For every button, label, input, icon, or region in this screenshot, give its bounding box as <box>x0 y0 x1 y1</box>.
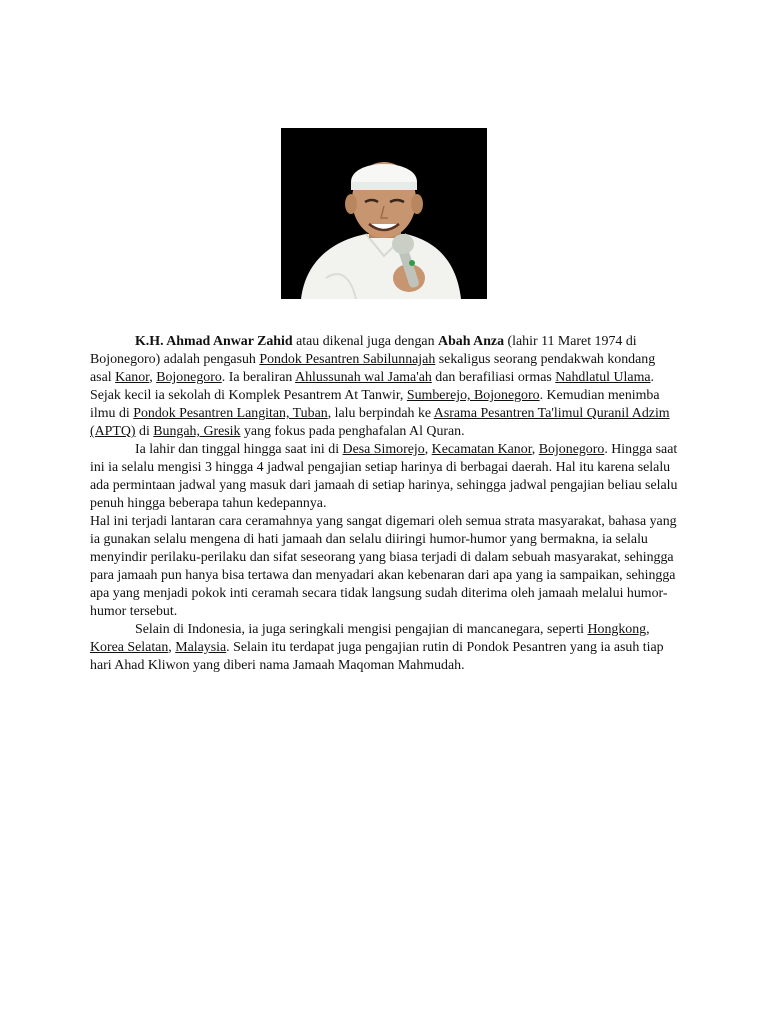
text-span: . Sejak kecil ia sekolah di Komplek Pesantrem At Tanwir, <box>90 370 655 403</box>
link-pondok-langitan[interactable]: Pondok Pesantren Langitan, Tuban <box>133 406 328 421</box>
text-span: Ia lahir dan tinggal hingga saat ini di <box>135 442 343 457</box>
text-span: atau dikenal juga dengan <box>292 334 439 349</box>
portrait-photo <box>281 128 487 299</box>
person-alias: Abah Anza <box>438 334 505 349</box>
link-malaysia[interactable]: Malaysia <box>175 640 227 655</box>
text-span: di <box>135 424 154 439</box>
paragraph-residence <box>90 441 678 513</box>
link-pondok-sabilunnajah[interactable]: Pondok Pesantren Sabilunnajah <box>259 352 436 367</box>
text-span: , <box>168 640 176 655</box>
text-span: . Ia beraliran <box>221 370 296 385</box>
link-korea-selatan[interactable]: Korea Selatan <box>90 640 169 655</box>
text-span: sekaligus seorang pendakwah kondang asal <box>90 352 656 385</box>
link-bojonegoro-2[interactable]: Bojonegoro <box>538 442 605 457</box>
link-sumberejo[interactable]: Sumberejo, Bojonegoro <box>406 388 540 403</box>
text-span: , lalu berpindah ke <box>327 406 434 421</box>
link-bojonegoro[interactable]: Bojonegoro <box>156 370 222 385</box>
text-span: , <box>424 442 432 457</box>
text-span: yang fokus pada penghafalan Al Quran. <box>240 424 465 439</box>
link-kanor[interactable]: Kanor <box>115 370 150 385</box>
paragraph-abroad <box>90 621 678 675</box>
text-span: . Selain itu terdapat juga pengajian rutin di Pondok Pesantren yang ia asuh tiap hari Ahad Kliwon yang diberi nama Jamaah Maqoman Mahmudah. <box>90 640 664 673</box>
person-name: K.H. Ahmad Anwar Zahid <box>135 334 293 349</box>
text-span: Selain di Indonesia, ia juga seringkali mengisi pengajian di mancanegara, seperti <box>135 622 588 637</box>
text-span: , <box>531 442 539 457</box>
link-aptq[interactable]: Asrama Pesantren Ta'limul Quranil Adzim (APTQ) <box>90 406 670 439</box>
article-body <box>90 333 678 675</box>
link-nahdlatul-ulama[interactable]: Nahdlatul Ulama <box>555 370 651 385</box>
link-kecamatan-kanor[interactable]: Kecamatan Kanor <box>431 442 532 457</box>
link-bungah-gresik[interactable]: Bungah, Gresik <box>153 424 241 439</box>
link-desa-simorejo[interactable]: Desa Simorejo <box>342 442 425 457</box>
text-span: dan berafiliasi ormas <box>431 370 556 385</box>
link-hongkong[interactable]: Hongkong <box>587 622 647 637</box>
text-span: . Kemudian menimba ilmu di <box>90 388 660 421</box>
text-span: . Hingga saat ini ia selalu mengisi 3 hingga 4 jadwal pengajian setiap harinya di berbagai daerah. Hal itu karena selalu ada permintaan jadwal yang masuk dari jamaah di setiap harinya, sehingga jadwal pengajian beliau selalu penuh hingga beberapa tahun kedepannya. <box>90 442 678 511</box>
paragraph-style: Hal ini terjadi lantaran cara ceramahnya yang sangat digemari oleh semua strata masyarakat, bahasa yang ia gunakan selalu mengena di hati jamaah dan selalu diiringi humor-humor yang bermakna, ia selalu menyindir perilaku-perilaku dan sifat seseorang yang biasa terjadi di dalam sebuah masyarakat, sehingga para jamaah pun hanya bisa tertawa dan menyadari akan kebenaran dari apa yang ia sampaikan, sehingga apa yang menjadi pokok inti ceramah secara tidak langsung sudah diterima oleh jamaah melalui humor-humor tersebut. <box>90 514 677 619</box>
paragraph-intro <box>90 333 678 441</box>
link-ahlussunah[interactable]: Ahlussunah wal Jama'ah <box>295 370 432 385</box>
text-span: , <box>646 622 650 637</box>
text-span: , <box>149 370 157 385</box>
text-span: (lahir 11 Maret 1974 di Bojonegoro) adalah pengasuh <box>90 334 637 367</box>
